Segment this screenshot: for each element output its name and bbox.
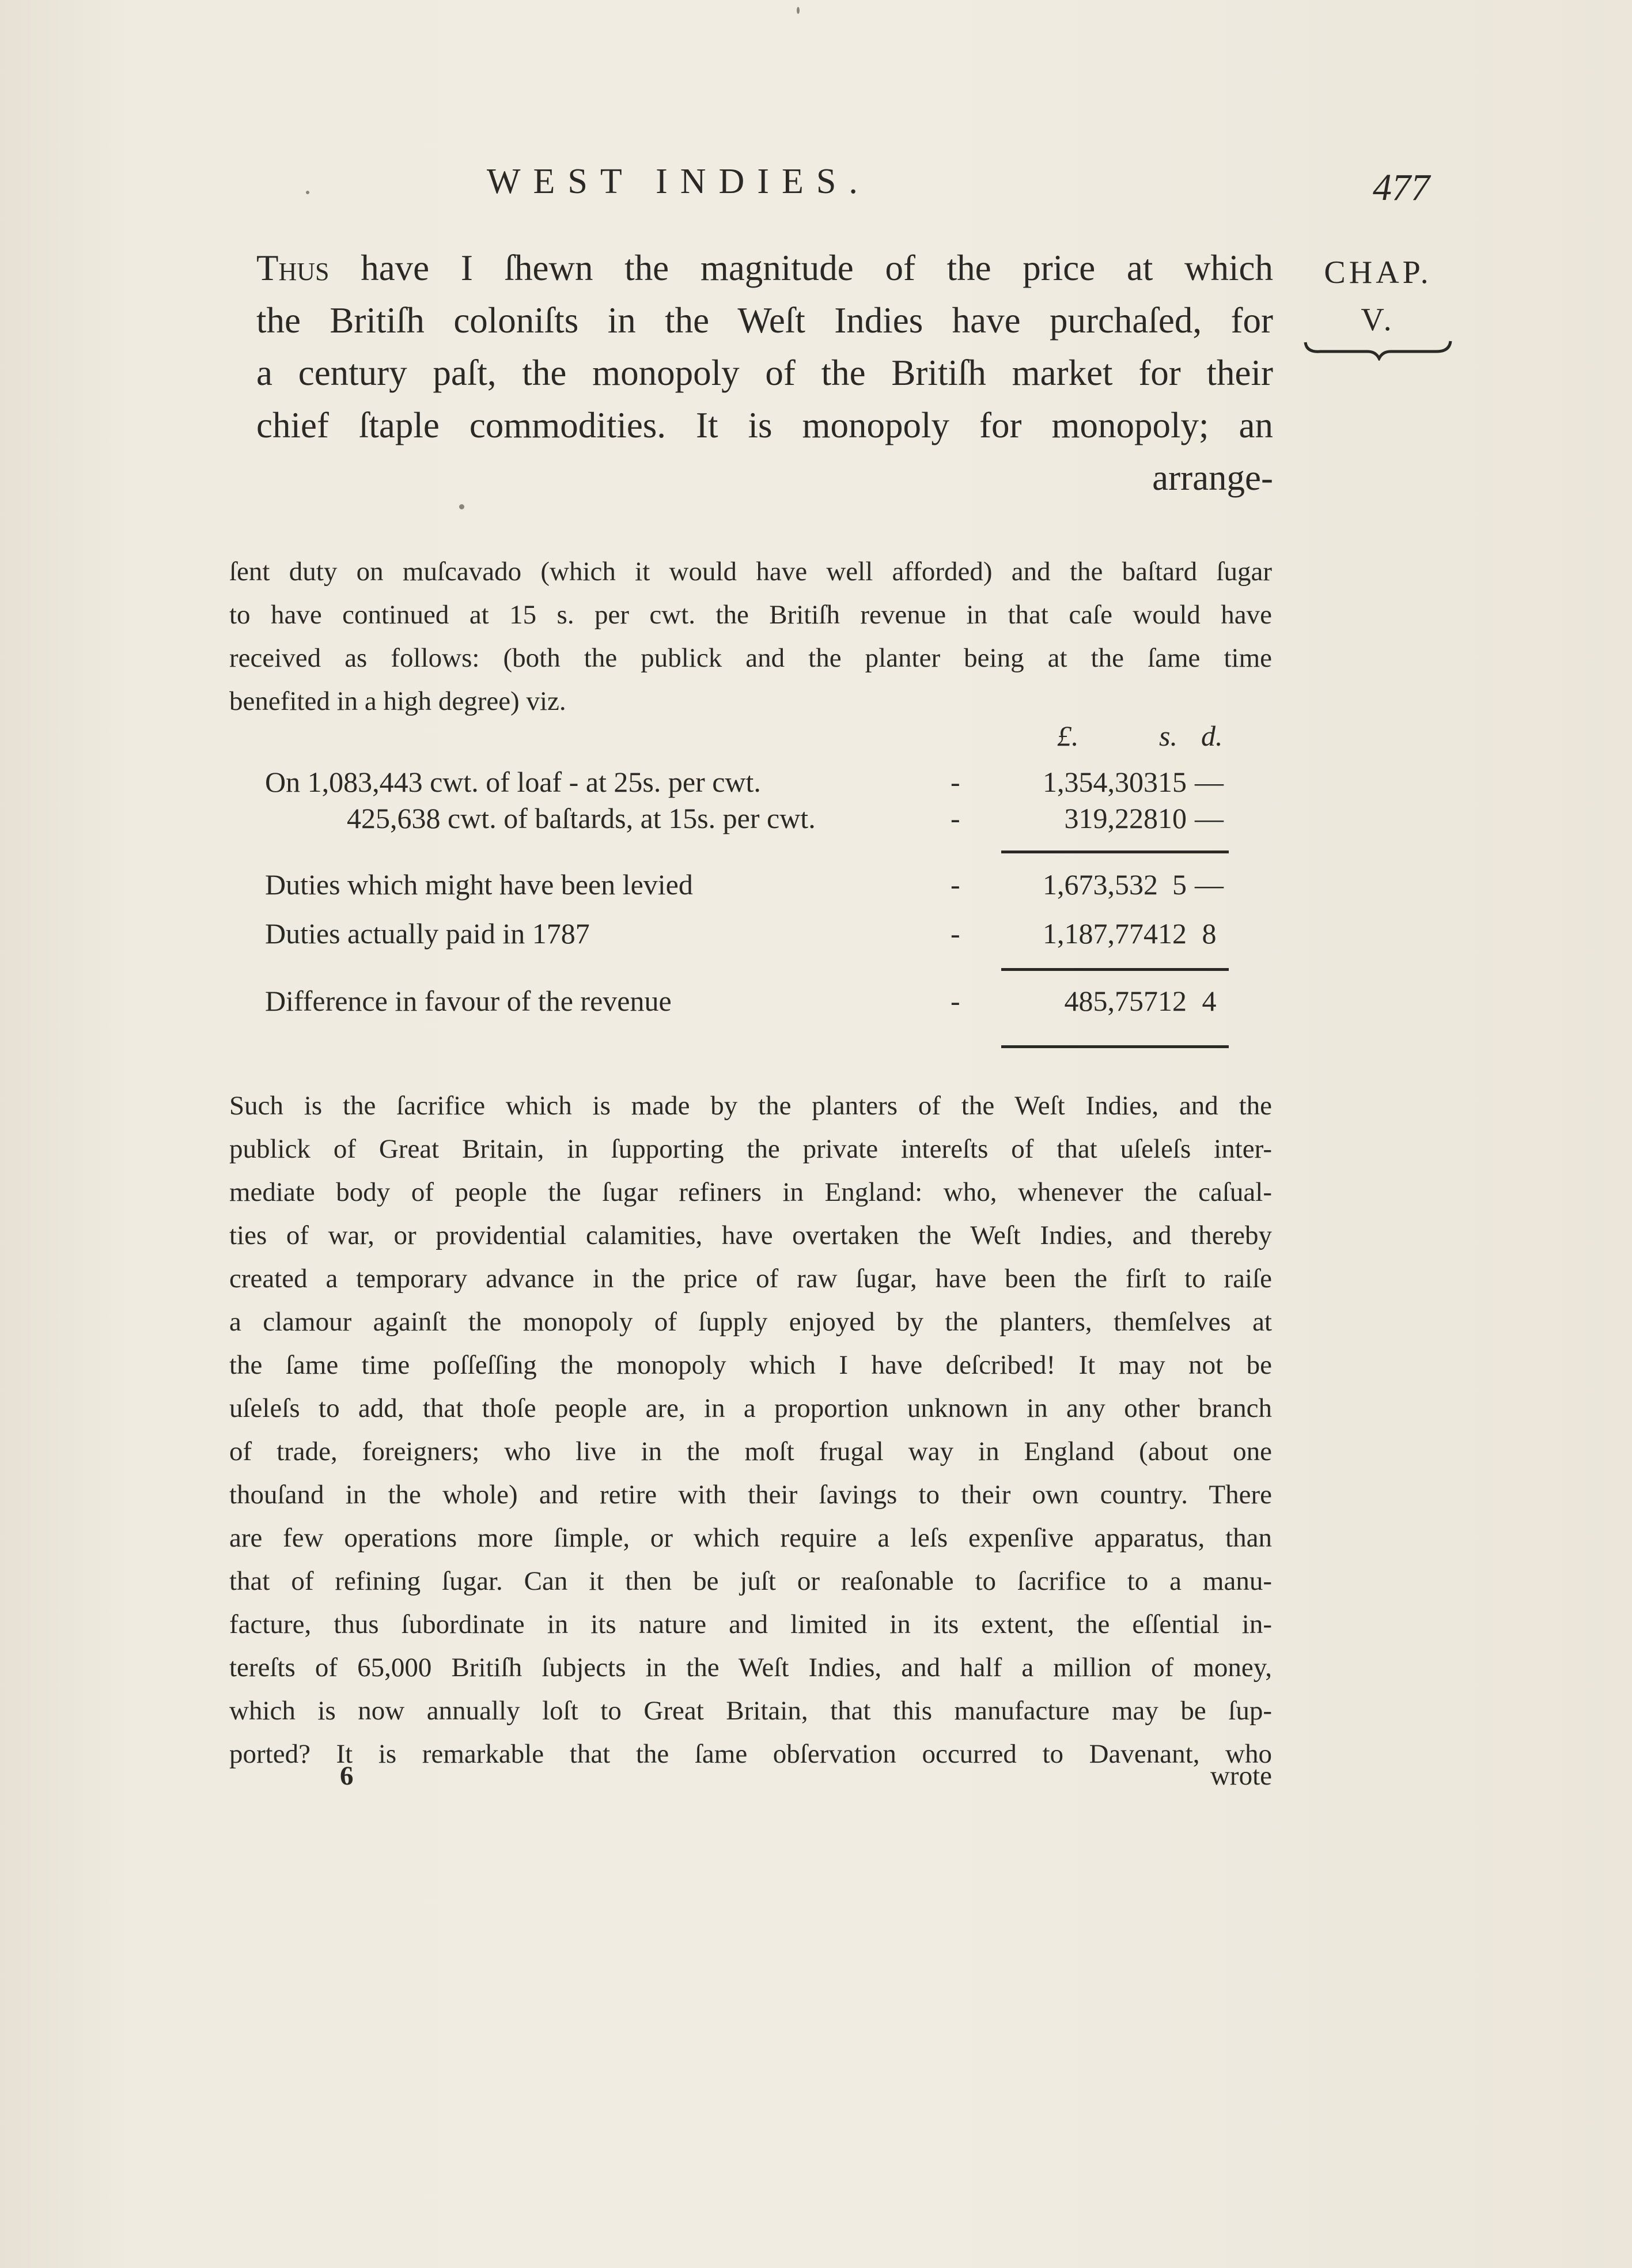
footnote-line-2: to have continued at 15 s. per cwt. the Britiſh revenue in that caſe would have bbox=[229, 600, 1272, 630]
account-row-label: Difference in favour of the revenue bbox=[265, 985, 672, 1017]
chapter-side-note bbox=[1303, 249, 1453, 343]
account-row bbox=[265, 765, 1279, 806]
page-number: 477 bbox=[1373, 167, 1430, 209]
drop-word: Thus bbox=[256, 248, 330, 288]
footnote-line-1: ſent duty on muſcavado (which it would have well afforded) and the baſtard ſugar bbox=[229, 557, 1272, 587]
account-row-label: Duties actually paid in 1787 bbox=[265, 917, 590, 950]
account-row-pence: — bbox=[1195, 802, 1224, 834]
account-row-pence: 4 bbox=[1202, 985, 1217, 1017]
account-row-shillings: 10 bbox=[1158, 802, 1187, 834]
account-row-dash: - bbox=[951, 766, 960, 798]
account-row-label: On 1,083,443 cwt. of loaf - at 25s. per cwt. bbox=[265, 766, 761, 798]
main-line-1: Thus have I ſhewn the magnitude of the price at which bbox=[256, 248, 1273, 288]
main-line-3: a century paſt, the monopoly of the Britiſh market for their bbox=[256, 353, 1273, 393]
body-line: mediate body of people the ſugar refiners in England: who, whenever the caſual- bbox=[229, 1177, 1272, 1207]
body-line: the ſame time poſſeſſing the monopoly which I have deſcribed! It may not be bbox=[229, 1350, 1272, 1380]
account-row-shillings: 12 bbox=[1158, 917, 1187, 950]
page-foot bbox=[229, 1760, 1272, 1801]
account-row-label: 425,638 cwt. of baſtards, at 15s. per cwt. bbox=[347, 802, 816, 834]
account-row-dash: - bbox=[951, 868, 960, 901]
body-line: created a temporary advance in the price of raw ſugar, have been the firſt to raiſe bbox=[229, 1264, 1272, 1294]
account-row-dash: - bbox=[951, 985, 960, 1017]
pounds-header: £. bbox=[1057, 720, 1079, 752]
running-head: WEST INDIES. bbox=[487, 162, 870, 201]
body-line: tereſts of 65,000 Britiſh ſubjects in the Weſt Indies, and half a million of money, bbox=[229, 1653, 1272, 1683]
body-line: are few operations more ſimple, or which require a leſs expenſive apparatus, than bbox=[229, 1523, 1272, 1553]
body-line: thouſand in the whole) and retire with their ſavings to their own country. There bbox=[229, 1480, 1272, 1510]
footnote-line-3: received as follows: (both the publick and the planter being at the ſame time bbox=[229, 643, 1272, 673]
account-row-shillings: 5 bbox=[1172, 868, 1187, 901]
chapter-number: V. bbox=[1361, 302, 1395, 338]
body-line: of trade, foreigners; who live in the moſt frugal way in England (about one bbox=[229, 1437, 1272, 1466]
brace-ornament bbox=[1303, 338, 1453, 361]
main-line-4: chief ſtaple commodities. It is monopoly for monopoly; an bbox=[256, 405, 1273, 445]
paper-speck bbox=[797, 7, 800, 14]
account-row bbox=[265, 917, 1279, 957]
account-row bbox=[265, 868, 1279, 908]
main-paragraph bbox=[256, 242, 1273, 504]
account-row-dash: - bbox=[951, 917, 960, 950]
sum-rule bbox=[1001, 850, 1229, 853]
body-line: publick of Great Britain, in ſupporting the private intereſts of that uſeleſs inter- bbox=[229, 1134, 1272, 1164]
account-row-pounds: 319,228 bbox=[1064, 802, 1158, 834]
body-line: ported? It is remarkable that the ſame obſervation occurred to Davenant, who bbox=[229, 1739, 1272, 1769]
catchword: wrote bbox=[1210, 1761, 1272, 1791]
body-line: which is now annually loſt to Great Britain, that this manufacture may be ſup- bbox=[229, 1696, 1272, 1726]
body-line: Such is the ſacrifice which is made by the planters of the Weſt Indies, and the bbox=[229, 1091, 1272, 1121]
account-row-pence: — bbox=[1195, 868, 1224, 901]
signature-mark: 6 bbox=[340, 1761, 354, 1791]
account-row-shillings: 12 bbox=[1158, 985, 1187, 1017]
difference-rule bbox=[1001, 968, 1229, 971]
account-row-shillings: 15 bbox=[1158, 766, 1187, 798]
main-line-5: arrange- bbox=[1152, 458, 1273, 498]
account-column-headers bbox=[265, 719, 1279, 759]
account-row-pence: 8 bbox=[1202, 917, 1217, 950]
body-line: a clamour againſt the monopoly of ſupply enjoyed by the planters, themſelves at bbox=[229, 1307, 1272, 1337]
account-row-pounds: 1,354,303 bbox=[1043, 766, 1158, 798]
body-line: that of refining ſugar. Can it then be juſt or reaſonable to ſacrifice to a manu- bbox=[229, 1566, 1272, 1596]
total-rule bbox=[1001, 1045, 1229, 1048]
body-line: ties of war, or providential calamities, have overtaken the Weſt Indies, and thereby bbox=[229, 1220, 1272, 1250]
account-row-pounds: 1,187,774 bbox=[1043, 917, 1158, 950]
account-row-pounds: 485,757 bbox=[1064, 985, 1158, 1017]
account-row bbox=[265, 984, 1279, 1025]
account-row-pounds: 1,673,532 bbox=[1043, 868, 1158, 901]
body-line: uſeleſs to add, that thoſe people are, in a proportion unknown in any other branch bbox=[229, 1393, 1272, 1423]
paper-speck bbox=[306, 191, 309, 194]
account-row-pence: — bbox=[1195, 766, 1224, 798]
footnote-continuation bbox=[229, 1084, 1272, 1776]
main-line-2: the Britiſh coloniſts in the Weſt Indies have purchaſed, for bbox=[256, 300, 1273, 341]
body-line: facture, thus ſubordinate in its nature and limited in its extent, the eſſential in- bbox=[229, 1609, 1272, 1639]
account-row-dash: - bbox=[951, 802, 960, 834]
chapter-label: CHAP. bbox=[1324, 255, 1432, 290]
account-row bbox=[265, 802, 1279, 842]
paper-speck bbox=[459, 504, 464, 509]
account-row-label: Duties which might have been levied bbox=[265, 868, 693, 901]
footnote-block bbox=[229, 550, 1272, 723]
shillings-header: s. bbox=[1159, 720, 1177, 752]
pence-header: d. bbox=[1201, 720, 1223, 752]
footnote-line-4: benefited in a high degree) viz. bbox=[229, 686, 566, 716]
